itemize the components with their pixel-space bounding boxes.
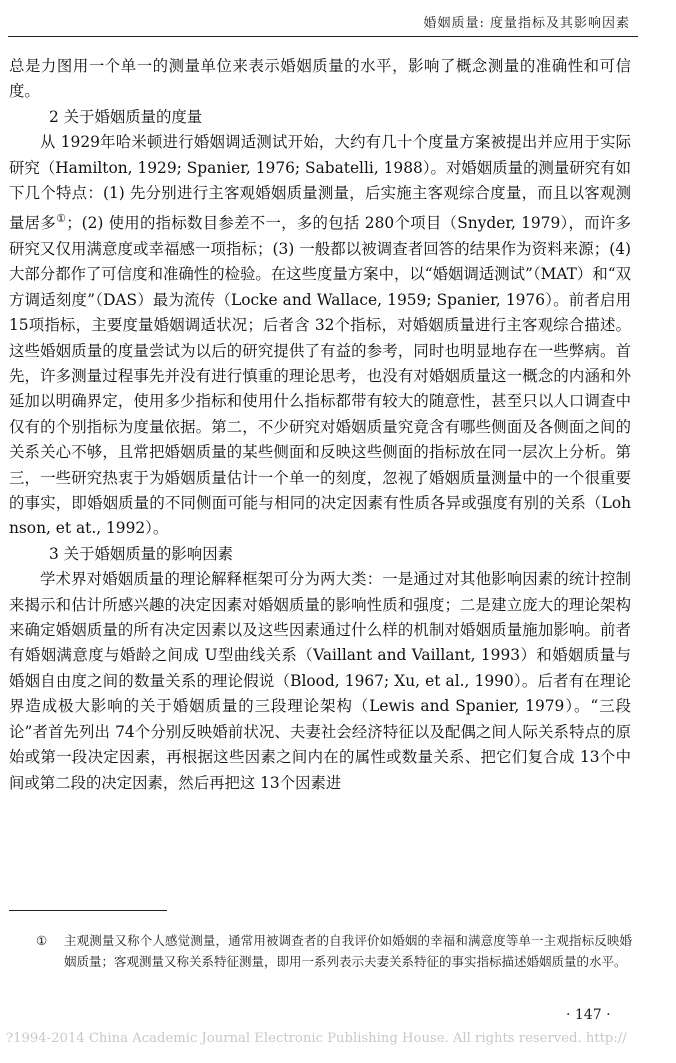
section-heading-3: 3 关于婚姻质量的影响因素	[49, 544, 233, 563]
page-number: · 147 ·	[566, 1007, 611, 1023]
article-body	[9, 54, 631, 796]
paragraph-factors: 学术界对婚姻质量的理论解释框架可分为两大类：一是通过对其他影响因素的统计控制来揭示和估计所感兴趣的决定因素对婚姻质量的影响性质和强度；二是建立庞大的理论架构来确定婚姻质量的所有决定因素以及这些因素通过什么样的机制对婚姻质量施加影响。前者有婚姻满意度与婚龄之间成 U型曲线关系（Vaillant and Vaillant, 1993）和婚姻质量与婚姻自由度之间的数量关系的理论假说（Blood, 1967; Xu, et al., 1990）。后者有在理论界造成极大影响的关于婚姻质量的三段理论架构（Lewis and Spanier, 1979）。“三段论”者首先列出 74个分别反映婚前状况、夫妻社会经济特征以及配偶之间人际关系特点的原始或第一段决定因素，再根据这些因素之间内在的属性或数量关系、把它们复合成 13个中间或第二段的决定因素，然后再把这 13个因素进	[9, 570, 631, 792]
header-title: 婚姻质量: 度量指标及其影响因素	[423, 16, 630, 31]
copyright-watermark: ?1994-2014 China Academic Journal Electronic Publishing House. All rights reserved. http://	[6, 1031, 627, 1046]
paragraph-continued: 总是力图用一个单一的测量单位来表示婚姻质量的水平，影响了概念测量的准确性和可信度。	[9, 57, 631, 101]
footnote-divider	[9, 910, 167, 911]
paragraph-measurement-part1: 从 1929年哈米顿进行婚姻调适测试开始，大约有几十个度量方案被提出并应用于实际研究（Hamilton, 1929; Spanier, 1976; Sabatelli, 1988）。对婚姻质量的测量研究有如下几个特点：(1) 先分别进行主客观婚姻质量测量，后实施主客观综合度量，而且以客观测量居多	[9, 133, 631, 233]
running-header	[8, 0, 638, 37]
footnote-mark: ①	[36, 933, 48, 948]
section-heading-2: 2 关于婚姻质量的度量	[49, 107, 203, 126]
footnote-text: 主观测量又称个人感觉测量，通常用被调查者的自我评价如婚姻的幸福和满意度等单一主观指标反映婚姻质量；客观测量又称关系特征测量，即用一系列表示夫妻关系特征的事实指标描述婚姻质量的水平。	[64, 933, 632, 969]
footnote-reference[interactable]: ①	[56, 212, 67, 226]
paragraph-measurement-part2: ；(2) 使用的指标数目参差不一，多的包括 280个项目（Snyder, 1979），而许多研究又仅用满意度或幸福感一项指标；(3) 一般都以被调查者回答的结果作为资料来源；(4) 大部分都作了可信度和准确性的检验。在这些度量方案中，以“婚姻调适测试”（MAT）和“双方调适刻度”（DAS）最为流传（Locke and Wallace, 1959; Spanier, 1976）。前者启用 15项指标，主要度量婚姻调适状况；后者含 32个指标，对婚姻质量进行主客观综合描述。这些婚姻质量的度量尝试为以后的研究提供了有益的参考，同时也明显地存在一些弊病。首先，许多测量过程事先并没有进行慎重的理论思考，也没有对婚姻质量这一概念的内涵和外延加以明确界定，使用多少指标和使用什么指标都带有较大的随意性，甚至只以人口调查中仅有的个别指标为度量依据。第二，不少研究对婚姻质量究竟含有哪些侧面及各侧面之间的关系关心不够，且常把婚姻质量的某些侧面和反映这些侧面的指标放在同一层次上分析。第三，一些研究热衷于为婚姻质量估计一个单一的刻度，忽视了婚姻质量测量中的一个很重要的事实，即婚姻质量的不同侧面可能与相同的决定因素有性质各异或强度有别的关系（Lohnson, et at., 1992）。	[9, 214, 631, 538]
footnote	[36, 930, 632, 972]
paragraph-measurement	[9, 130, 631, 542]
